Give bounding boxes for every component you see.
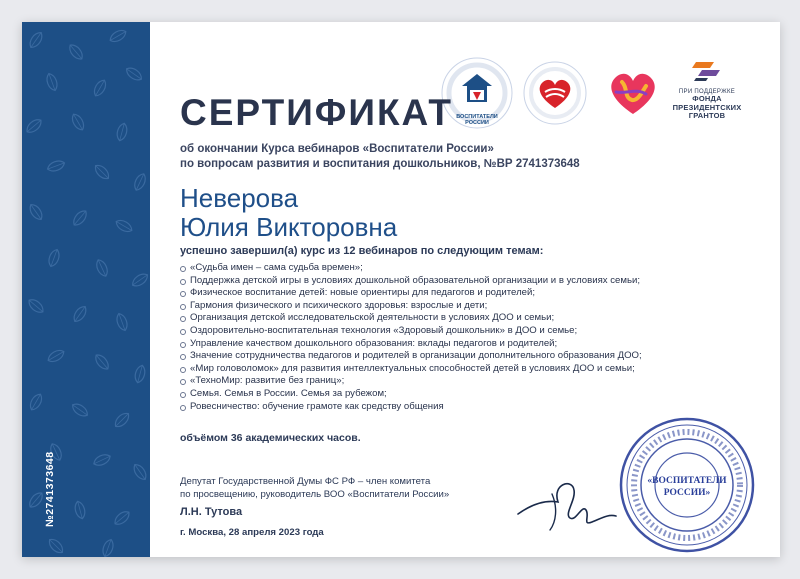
list-item: Поддержка детской игры в условиях дошкольной образовательной организации и в условиях семьи; <box>180 275 642 288</box>
leaf-pattern <box>22 22 150 557</box>
list-item: Ровесничество: обучение грамоте как средству общения <box>180 401 642 414</box>
topics-list <box>180 262 642 413</box>
list-item: «Мир головоломок» для развития интеллектуальных способностей детей в условиях ДОО и семьи; <box>180 363 642 376</box>
list-item: Оздоровительно-воспитательная технология «Здоровый дошкольник» в ДОО и семье; <box>180 325 642 338</box>
stamp-center-line1: «ВОСПИТАТЕЛИ <box>647 476 727 486</box>
completion-text: успешно завершил(а) курс из 12 вебинаров по следующим темам: <box>180 245 544 257</box>
official-stamp <box>617 415 757 555</box>
list-item: Физическое воспитание детей: новые ориентиры для педагогов и родителей; <box>180 287 642 300</box>
side-stripe <box>22 22 150 557</box>
recipient-name: Неверова Юлия Викторовна <box>180 183 398 242</box>
side-certificate-number: №2741373648 <box>44 451 56 527</box>
list-item: Семья. Семья в России. Семья за рубежом; <box>180 388 642 401</box>
list-item: «ТехноМир: развитие без границ»; <box>180 375 642 388</box>
signer-name: Л.Н. Тутова <box>180 506 243 518</box>
handwritten-signature <box>512 474 622 534</box>
certificate-title: СЕРТИФИКАТ <box>180 92 454 133</box>
list-item: «Судьба имен – сама судьба времен»; <box>180 262 642 275</box>
hours-text: объёмом 36 академических часов. <box>180 432 361 444</box>
vospitateli-logo-caption: ВОСПИТАТЕЛИ РОССИИ <box>456 114 498 126</box>
list-item: Гармония физического и психического здоровья: взрослые и дети; <box>180 300 642 313</box>
signer-position: Депутат Государственной Думы ФС РФ – член комитета по просвещению, руководитель ВОО «Воспитатели России» <box>180 476 450 500</box>
list-item: Управление качеством дошкольного образования: вклады педагогов и родителей; <box>180 338 642 351</box>
list-item: Значение сотрудничества педагогов и родителей в организации дополнительного образования ДОО; <box>180 350 642 363</box>
stamp-center-line2: РОССИИ» <box>663 488 711 498</box>
certificate-subtitle: об окончании Курса вебинаров «Воспитатели России» по вопросам развития и воспитания дошкольников, №ВР 2741373648 <box>180 143 580 170</box>
certificate-sheet <box>22 22 780 557</box>
list-item: Организация детской исследовательской деятельности в условиях ДОО и семьи; <box>180 312 642 325</box>
presidential-grants-logo: ПРИ ПОДДЕРЖКЕ ФОНДА ПРЕЗИДЕНТСКИХ ГРАНТОВ <box>652 58 762 121</box>
place-date: г. Москва, 28 апреля 2023 года <box>180 527 324 538</box>
